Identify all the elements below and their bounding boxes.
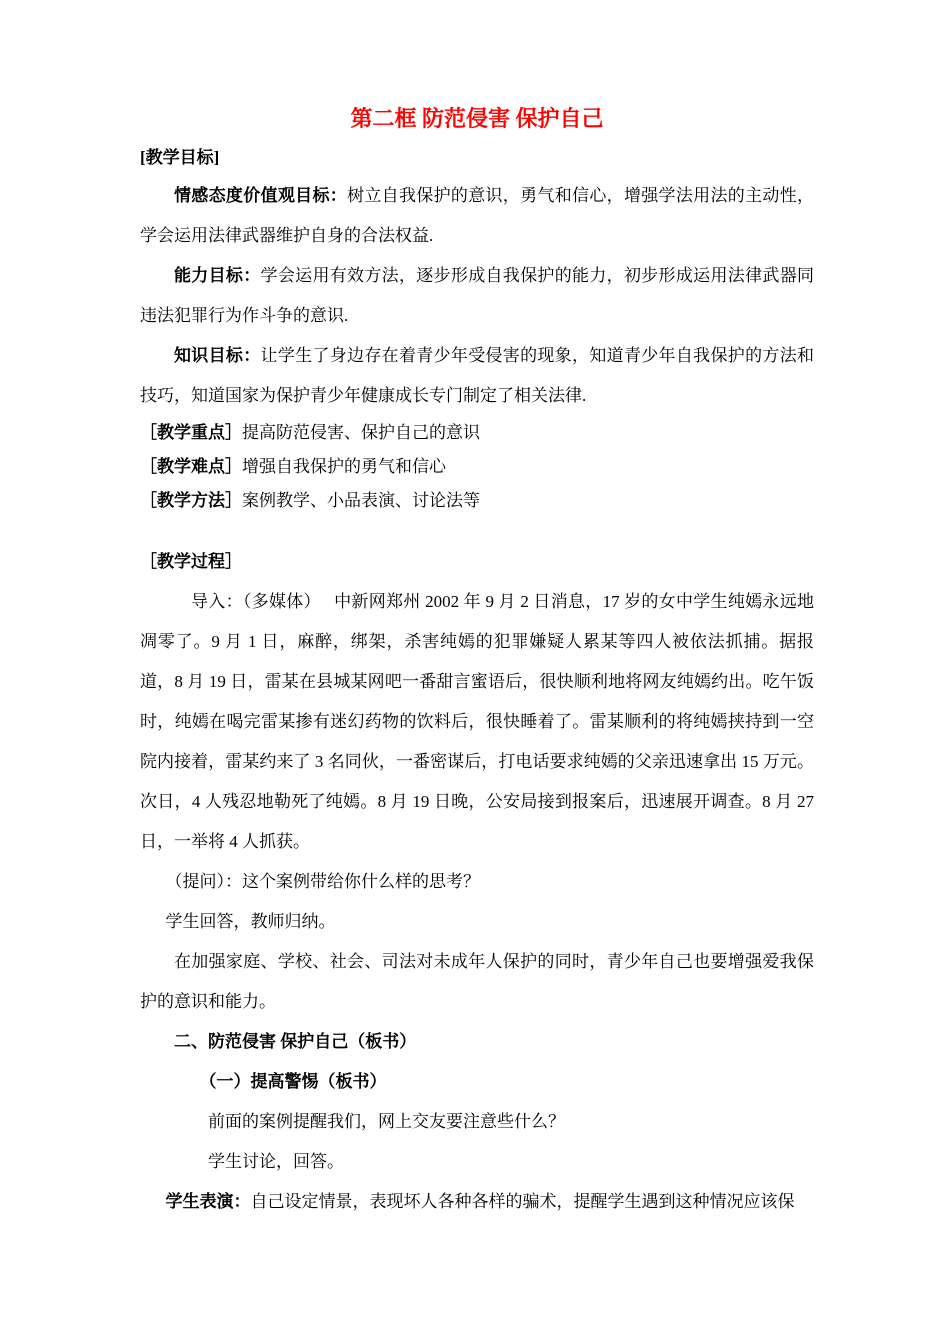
body-text: 前面的案例提醒我们，网上交友要注意些什么？ <box>208 1112 565 1131</box>
heading-text: 二、防范侵害 保护自己（板书） <box>174 1032 417 1051</box>
paragraph-student-performance <box>140 1182 814 1222</box>
lead-label: 情感态度价值观目标： <box>174 186 348 205</box>
section-label-teaching-objectives <box>140 140 814 176</box>
body-text: 学会运用有效方法，逐步形成自我保护的能力，初步形成运用法律武器同违法犯罪行为作斗争的意识. <box>140 266 815 325</box>
body-text: 案例教学、小品表演、讨论法等 <box>242 491 480 510</box>
paragraph-teacher-summary <box>140 942 814 1022</box>
body-text: 树立自我保护的意识，勇气和信心，增强学法用法的主动性，学会运用法律武器维护自身的合法权益. <box>140 186 815 245</box>
line-students-discuss <box>140 1142 814 1182</box>
lead-label: 学生表演： <box>165 1192 251 1211</box>
lead-label: ［教学重点］ <box>140 423 242 442</box>
body-text: 学生回答，教师归纳。 <box>165 912 336 931</box>
heading-text: （一）提高警惕（板书） <box>199 1072 387 1091</box>
heading-board-topic <box>140 1022 814 1062</box>
body-text: 让学生了身边存在着青少年受侵害的现象，知道青少年自我保护的方法和技巧，知道国家为保护青少年健康成长专门制定了相关法律. <box>140 346 815 405</box>
line-teaching-difficulty <box>140 450 814 484</box>
body-text: （提问）：这个案例带给你什么样的思考？ <box>165 872 480 891</box>
paragraph-ability-objective <box>140 256 814 336</box>
line-teaching-focus <box>140 416 814 450</box>
section-label-teaching-process <box>140 542 814 582</box>
paragraph-attitude-values-objective <box>140 176 814 256</box>
lead-label: 知识目标： <box>174 346 261 365</box>
line-students-answer <box>140 902 814 942</box>
label-text: [教学目标] <box>140 148 220 167</box>
body-text: 导入：（多媒体） 中新网郑州 2002 年 9 月 2 日消息，17 岁的女中学生纯嫣永远地凋零了。9 月 1 日，麻醉，绑架，杀害纯嫣的犯罪嫌疑人累某等四人被依法抓捕。据报道，8 月 19 日，雷某在县城某网吧一番甜言蜜语后，很快顺利地将网友纯嫣约出。吃午饭时，纯嫣在喝完雷某掺有迷幻药物的饮料后，很快睡着了。雷某顺利的将纯嫣挟持到一空院内接着，雷某约来了 3 名同伙，一番密谋后，打电话要求纯嫣的父亲迅速拿出 15 万元。次日，4 人残忍地勒死了纯嫣。8 月 19 日晚，公安局接到报案后，迅速展开调查。8 月 27 日，一举将 4 人抓获。 <box>140 592 814 851</box>
body-text: 学生讨论，回答。 <box>208 1152 344 1171</box>
document-title: 第二框 防范侵害 保护自己 <box>350 106 604 131</box>
lead-label: ［教学方法］ <box>140 491 242 510</box>
body-text: 在加强家庭、学校、社会、司法对未成年人保护的同时，青少年自己也要增强爱我保护的意识和能力。 <box>140 952 814 1011</box>
body-text: 增强自我保护的勇气和信心 <box>242 457 446 476</box>
body-text: 自己设定情景，表现坏人各种各样的骗术，提醒学生遇到这种情况应该保 <box>250 1192 795 1211</box>
heading-raise-vigilance <box>140 1062 814 1102</box>
label-text: ［教学过程］ <box>140 552 242 571</box>
line-question-prompt <box>140 862 814 902</box>
body-text: 提高防范侵害、保护自己的意识 <box>242 423 480 442</box>
lead-label: 能力目标： <box>174 266 261 285</box>
lead-label: ［教学难点］ <box>140 457 242 476</box>
paragraph-lead-in-case <box>140 582 814 862</box>
line-teaching-method <box>140 484 814 518</box>
paragraph-knowledge-objective <box>140 336 814 416</box>
line-case-reminder-question <box>140 1102 814 1142</box>
